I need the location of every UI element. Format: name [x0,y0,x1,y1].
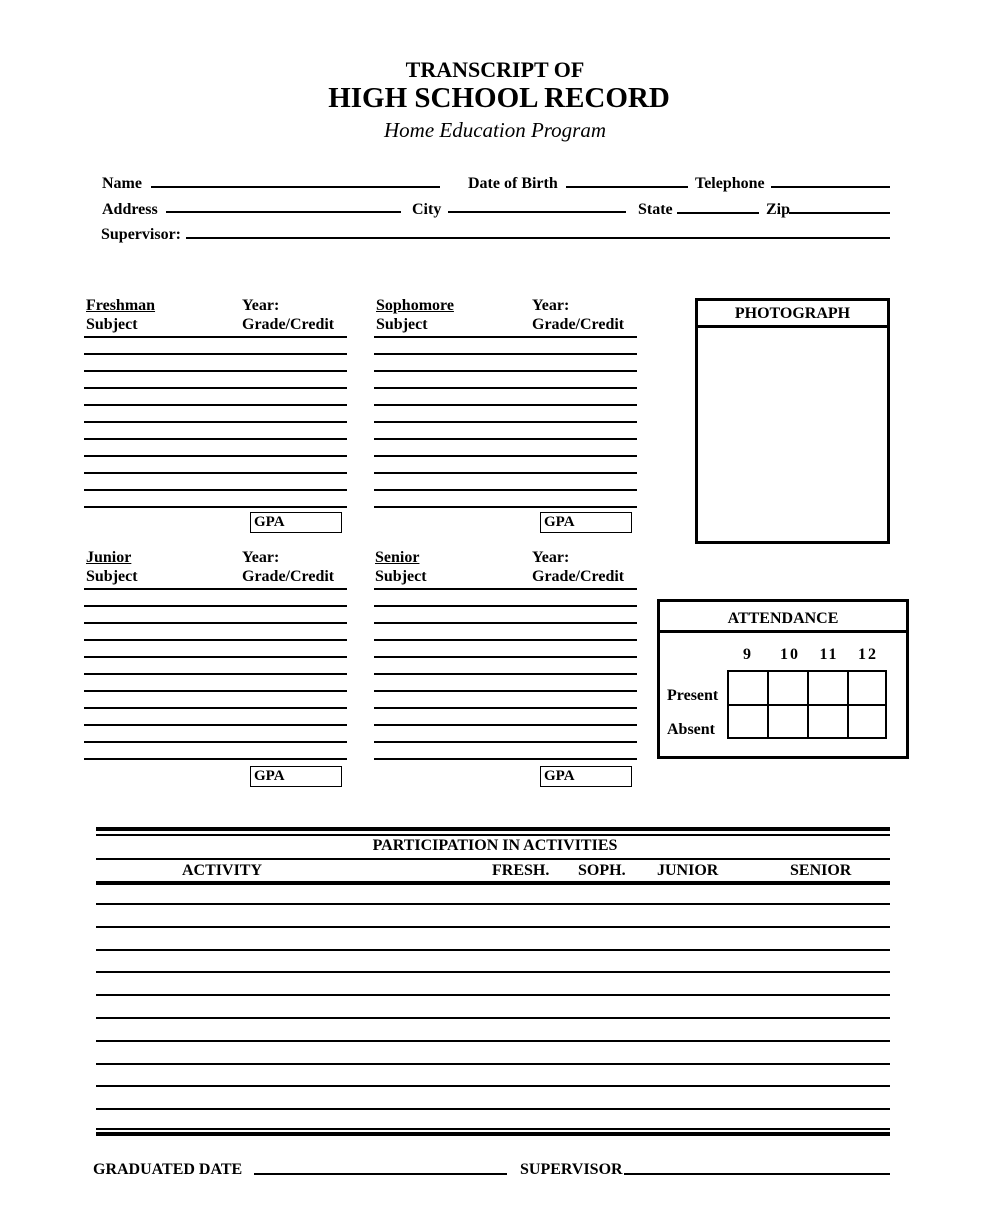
name-label: Name [102,175,142,192]
write-line[interactable] [96,926,890,928]
write-line[interactable] [84,605,347,607]
write-line[interactable] [96,1085,890,1087]
state-field[interactable] [677,212,759,214]
footer-supervisor-label: SUPERVISOR [520,1161,623,1178]
write-line[interactable] [96,1063,890,1065]
sophomore-year-label: Year: [532,297,570,314]
write-line[interactable] [84,639,347,641]
telephone-label: Telephone [695,175,765,192]
absent-label: Absent [667,721,716,738]
telephone-field[interactable] [771,186,890,188]
write-line[interactable] [84,506,347,508]
absent-cell-12[interactable] [847,704,887,739]
supervisor-field[interactable] [186,237,890,239]
junior-title: Junior [86,549,132,566]
present-cell-12[interactable] [847,670,887,706]
write-line[interactable] [374,656,637,658]
write-line[interactable] [96,994,890,996]
photograph-divider [698,325,887,328]
junior-gpa-box[interactable]: GPA [250,766,342,787]
footer-supervisor-field[interactable] [624,1173,890,1175]
freshman-title: Freshman [86,297,156,314]
activities-title-rule [96,858,890,860]
write-line[interactable] [84,387,347,389]
write-line[interactable] [84,472,347,474]
write-line[interactable] [374,421,637,423]
activities-header-rule [96,881,890,885]
grade-label-9: 9 [743,646,753,663]
sophomore-grade-label: Grade/Credit [532,316,625,333]
photograph-label: PHOTOGRAPH [734,305,851,322]
write-line[interactable] [84,353,347,355]
activities-top-rule-1 [96,827,890,831]
address-field[interactable] [166,211,401,213]
write-line[interactable] [96,971,890,973]
write-line[interactable] [374,707,637,709]
freshman-year-label: Year: [242,297,280,314]
col-activity: ACTIVITY [182,862,263,879]
freshman-subject-label: Subject [86,316,138,333]
sophomore-gpa-box[interactable]: GPA [540,512,632,533]
grade-label-11: 11 [819,646,839,663]
junior-year-label: Year: [242,549,280,566]
write-line[interactable] [84,741,347,743]
subtitle: Home Education Program [383,118,607,142]
write-line[interactable] [374,622,637,624]
write-line[interactable] [374,639,637,641]
write-line[interactable] [374,472,637,474]
write-line[interactable] [96,1017,890,1019]
senior-grade-label: Grade/Credit [532,568,625,585]
write-line[interactable] [374,455,637,457]
write-line[interactable] [84,336,347,338]
freshman-gpa-box[interactable]: GPA [250,512,342,533]
write-line[interactable] [84,421,347,423]
write-line[interactable] [96,903,890,905]
write-line[interactable] [84,588,347,590]
zip-field[interactable] [789,212,890,214]
write-line[interactable] [374,690,637,692]
write-line[interactable] [374,387,637,389]
write-line[interactable] [84,489,347,491]
city-field[interactable] [448,211,626,213]
write-line[interactable] [374,758,637,760]
write-line[interactable] [374,724,637,726]
write-line[interactable] [84,673,347,675]
state-label: State [638,201,673,218]
attendance-box [657,599,909,759]
activities-title: PARTICIPATION IN ACTIVITIES [372,837,618,854]
present-cell-9[interactable] [727,670,769,706]
grade-label-10: 10 [780,646,800,663]
col-junior: JUNIOR [657,862,719,879]
write-line[interactable] [374,336,637,338]
write-line[interactable] [84,724,347,726]
write-line[interactable] [84,690,347,692]
col-soph: SOPH. [578,862,626,879]
title-line-2: HIGH SCHOOL RECORD [328,82,670,114]
write-line[interactable] [374,741,637,743]
activities-bottom-rule-2 [96,1132,890,1136]
supervisor-label: Supervisor: [101,226,181,243]
freshman-grade-label: Grade/Credit [242,316,335,333]
senior-year-label: Year: [532,549,570,566]
write-line[interactable] [84,404,347,406]
write-line[interactable] [84,438,347,440]
write-line[interactable] [84,758,347,760]
write-line[interactable] [374,353,637,355]
absent-cell-10[interactable] [767,704,809,739]
sophomore-subject-label: Subject [376,316,428,333]
write-line[interactable] [374,673,637,675]
grade-label-12: 12 [858,646,878,663]
junior-grade-label: Grade/Credit [242,568,335,585]
write-line[interactable] [84,622,347,624]
sophomore-title: Sophomore [376,297,454,314]
name-field[interactable] [151,186,440,188]
write-line[interactable] [96,1040,890,1042]
write-line[interactable] [374,438,637,440]
junior-subject-label: Subject [86,568,138,585]
senior-subject-label: Subject [375,568,427,585]
write-line[interactable] [96,949,890,951]
absent-cell-9[interactable] [727,704,769,739]
write-line[interactable] [84,656,347,658]
present-cell-10[interactable] [767,670,809,706]
write-line[interactable] [374,588,637,590]
present-cell-11[interactable] [807,670,849,706]
activities-bottom-rule-1 [96,1128,890,1130]
graduated-date-label: GRADUATED DATE [93,1161,243,1178]
attendance-divider [657,630,909,633]
write-line[interactable] [84,370,347,372]
write-line[interactable] [84,455,347,457]
write-line[interactable] [96,1108,890,1110]
photograph-box[interactable] [695,298,890,544]
absent-cell-11[interactable] [807,704,849,739]
write-line[interactable] [374,506,637,508]
write-line[interactable] [84,707,347,709]
senior-title: Senior [375,549,420,566]
dob-field[interactable] [566,186,688,188]
col-senior: SENIOR [790,862,852,879]
senior-gpa-box[interactable]: GPA [540,766,632,787]
title-line-1: TRANSCRIPT OF [405,57,585,82]
write-line[interactable] [374,489,637,491]
write-line[interactable] [374,404,637,406]
attendance-title: ATTENDANCE [727,610,839,627]
activities-top-rule-2 [96,834,890,836]
dob-label: Date of Birth [468,175,558,192]
write-line[interactable] [374,605,637,607]
zip-label: Zip [766,201,791,218]
write-line[interactable] [374,370,637,372]
city-label: City [412,201,442,218]
present-label: Present [667,687,719,704]
col-fresh: FRESH. [492,862,550,879]
graduated-date-field[interactable] [254,1173,507,1175]
address-label: Address [102,201,158,218]
